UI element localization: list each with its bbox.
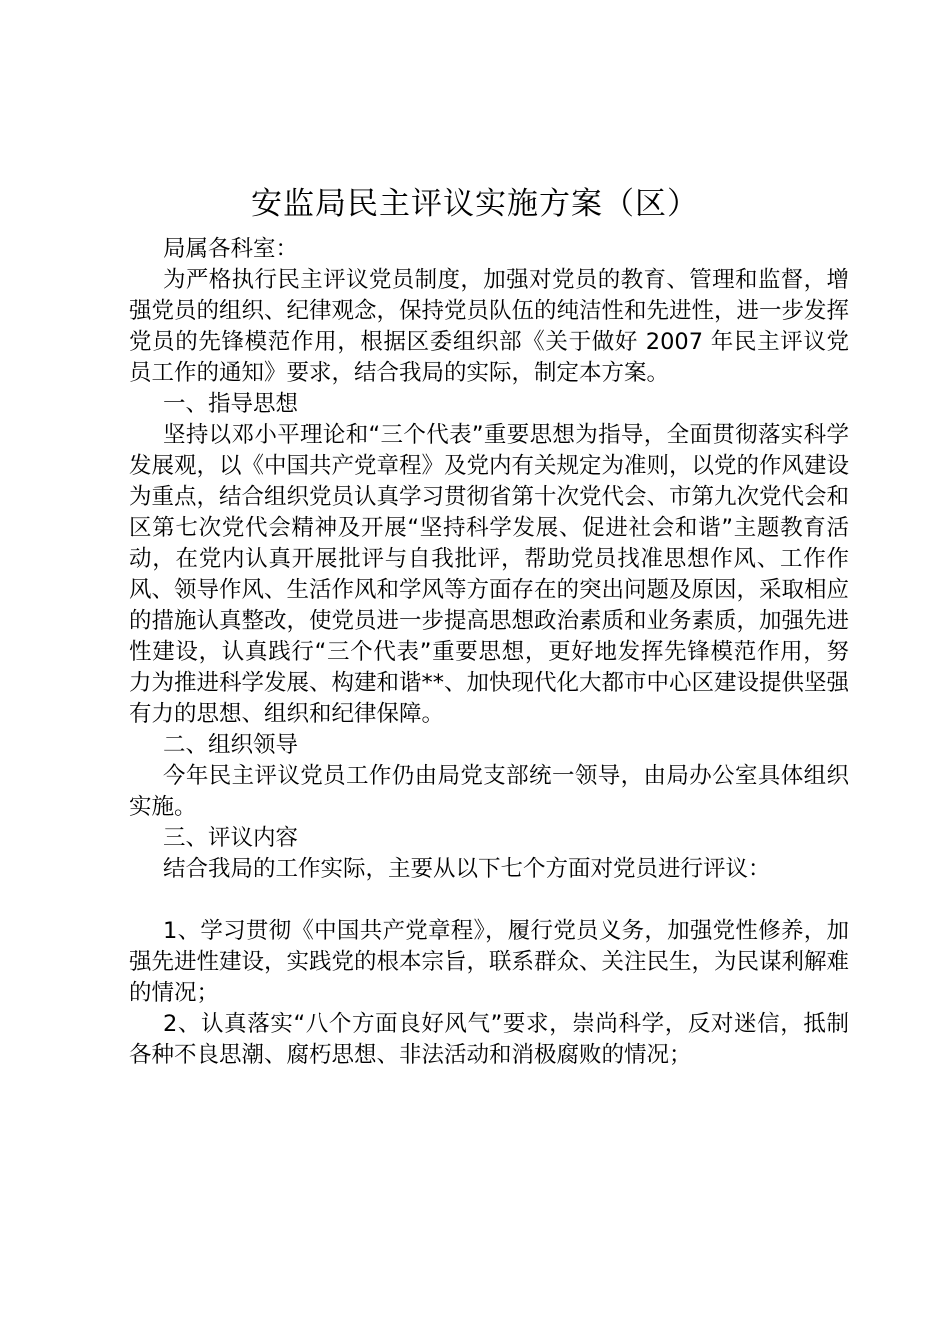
content-intro-paragraph: 结合我局的工作实际，主要从以下七个方面对党员进行评议： <box>163 856 771 882</box>
salutation: 局属各科室： <box>163 236 299 262</box>
section-heading-leadership: 二、组织领导 <box>163 732 299 758</box>
section-heading-guiding-ideology: 一、指导思想 <box>163 391 299 417</box>
intro-paragraph: 为严格执行民主评议党员制度，加强对党员的教育、管理和监督，增强党员的组织、纪律观念，保持党员队伍的纯洁性和先进性，进一步发挥党员的先锋模范作用，根据区委组织部《关于做好 2007 年民主评议党员工作的通知》要求，结合我局的实际，制定本方案。 <box>129 267 850 386</box>
leadership-paragraph: 今年民主评议党员工作仍由局党支部统一领导，由局办公室具体组织实施。 <box>129 763 849 820</box>
guiding-ideology-paragraph: 坚持以邓小平理论和“三个代表”重要思想为指导，全面贯彻落实科学发展观，以《中国共产党章程》及党内有关规定为准则，以党的作风建设为重点，结合组织党员认真学习贯彻省第十次党代会、市第九次党代会和区第七次党代会精神及开展“坚持科学发展、促进社会和谐”主题教育活动，在党内认真开展批评与自我批评，帮助党员找准思想作风、工作作风、领导作风、生活作风和学风等方面存在的突出问题及原因，采取相应的措施认真整改，使党员进一步提高思想政治素质和业务素质，加强先进性建设，认真践行“三个代表”重要思想，更好地发挥先锋模范作用，努力为推进科学发展、构建和谐**、加快现代化大都市中心区建设提供坚强有力的思想、组织和纪律保障。 <box>129 422 850 727</box>
document-title: 安监局民主评议实施方案（区） <box>251 186 699 222</box>
content-item-1: 1、学习贯彻《中国共产党章程》，履行党员义务，加强党性修养，加强先进性建设，实践党的根本宗旨，联系群众、关注民生，为民谋利解难的情况； <box>129 918 850 1006</box>
section-heading-content: 三、评议内容 <box>163 825 299 851</box>
content-item-2: 2、认真落实“八个方面良好风气”要求，崇尚科学，反对迷信，抵制各种不良思潮、腐朽思想、非法活动和消极腐败的情况； <box>129 1011 849 1068</box>
document-body <box>129 234 849 1071</box>
